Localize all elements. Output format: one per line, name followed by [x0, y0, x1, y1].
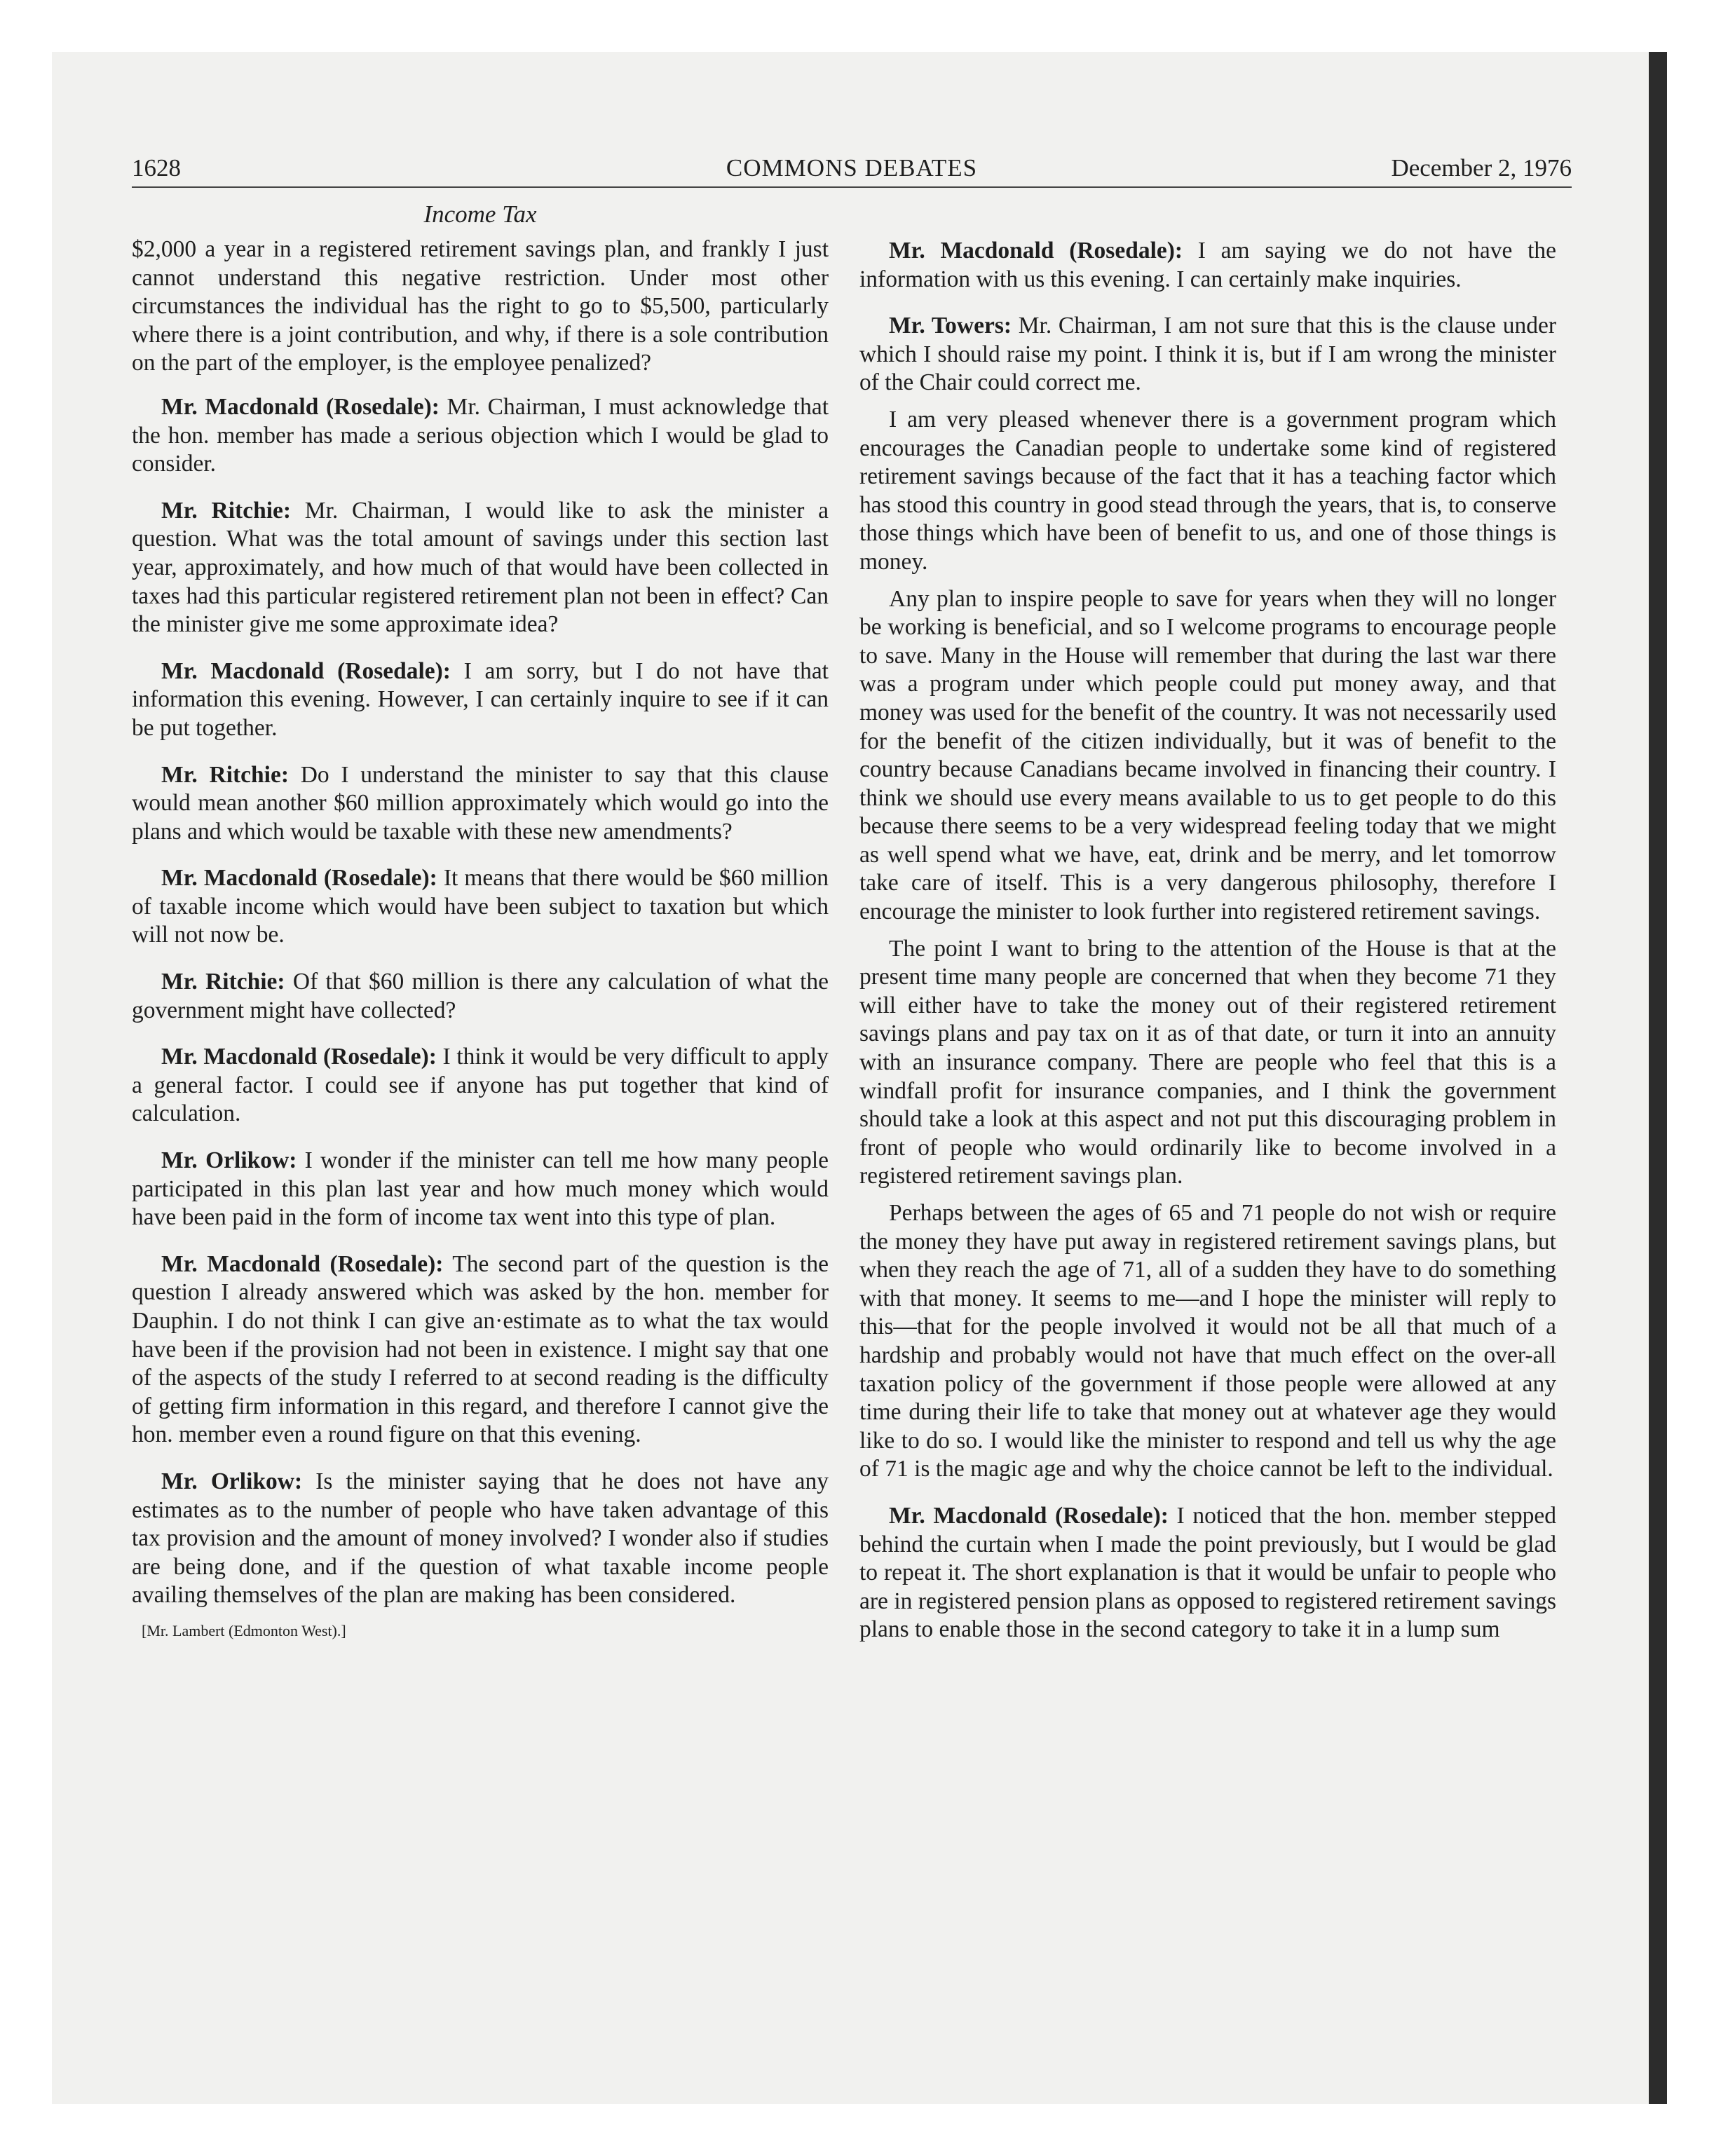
paragraph	[859, 935, 1556, 1191]
paragraph-text: The point I want to bring to the attention of the House is that at the present time many people are concerned that when they become 71 they will either have to take the money out of their registered retirement savings plans and pay tax on it as of that date, or turn it into an annuity with an insurance company. There are people who feel that this is a windfall profit for insurance companies, and I think the government should take a look at this aspect and not put this discouraging problem in front of people who would ordinarily like to become involved in a registered retirement savings plan.	[859, 935, 1556, 1189]
right-column	[859, 237, 1556, 1663]
page-number: 1628	[132, 154, 181, 182]
speaker-name: Mr. Macdonald (Rosedale):	[161, 865, 437, 892]
speaker-name: Mr. Ritchie:	[161, 497, 292, 524]
speech-text: Mr. Chairman, I must acknowledge that the hon. member has made a serious objection which I would be glad to consider.	[132, 393, 829, 477]
scan-edge-bar	[1649, 52, 1667, 2104]
speech-text: Mr. Chairman, I am not sure that this is the clause under which I should raise my point. I think it is, but if I am wrong the minister of the Chair could correct me.	[859, 313, 1556, 396]
speech-text: I am sorry, but I do not have that information this evening. However, I can certainly inquire to see if it can be put together.	[132, 657, 829, 741]
speech-paragraph	[132, 1250, 829, 1449]
speech-text: I wonder if the minister can tell me how many people participated in this plan last year and how much money which would have been paid in the form of income tax went into this type of plan.	[132, 1147, 829, 1231]
running-header	[132, 150, 1572, 188]
speech-paragraph	[132, 1043, 829, 1128]
speech-text: Is the minister saying that he does not have any estimates as to the number of people who have taken advantage of this tax provision and the amount of money involved? I wonder also if studies are being done, and if the question of what taxable income people availing themselves of the plan are making has been considered.	[132, 1468, 829, 1609]
speech-text: It means that there would be $60 million of taxable income which would have been subject to taxation but which will not now be.	[132, 865, 829, 948]
speaker-name: Mr. Ritchie:	[161, 969, 285, 995]
speech-text: Do I understand the minister to say that this clause would mean another $60 million approximately which would go into the plans and which would be taxable with these new amendments?	[132, 761, 829, 845]
speech-paragraph	[132, 1147, 829, 1232]
publication-title: COMMONS DEBATES	[726, 154, 978, 182]
paragraph-text: Perhaps between the ages of 65 and 71 people do not wish or require the money they have put away in registered retirement savings plans, but when they reach the age of 71, all of a sudden they have to do something with that money. It seems to me—and I hope the minister will reply to this—that for the people involved it would not be all that much of a hardship and probably would not have that much effect on the over-all taxation policy of the government if those people were allowed at any time during their life to take that money out at whatever age they would like to do so. I would like the minister to respond and tell us why the age of 71 is the magic age and why the choice cannot be left to the individual.	[859, 1200, 1556, 1482]
speech-paragraph	[132, 497, 829, 639]
speaker-name: Mr. Ritchie:	[161, 761, 289, 788]
speaker-name: Mr. Macdonald (Rosedale):	[161, 1044, 437, 1070]
left-column	[132, 200, 829, 1641]
speaker-name: Mr. Towers:	[889, 313, 1012, 339]
paragraph	[859, 1199, 1556, 1484]
section-title: Income Tax	[423, 200, 537, 228]
speaker-name: Mr. Macdonald (Rosedale):	[889, 1502, 1169, 1529]
speech-text: Of that $60 million is there any calculation of what the government might have collected?	[132, 969, 829, 1023]
paragraph	[132, 236, 829, 378]
paragraph	[859, 585, 1556, 927]
speaker-name: Mr. Orlikow:	[161, 1468, 303, 1494]
speech-text: Mr. Chairman, I would like to ask the minister a question. What was the total amount of savings under this section last year, approximately, and how much of that would have been collected in taxes had this particular registered retirement plan not been in effect? Can the minister give me some approximate idea?	[132, 497, 829, 638]
speech-text: I am saying we do not have the information with us this evening. I can certainly make inquiries.	[859, 238, 1556, 292]
speaker-name: Mr. Macdonald (Rosedale):	[161, 657, 451, 684]
speech-paragraph	[859, 312, 1556, 397]
speech-text: I noticed that the hon. member stepped behind the curtain when I made the point previously, but I would be glad to repeat it. The short explanation is that it would be unfair to people who are in registered pension plans as opposed to registered retirement savings plans to enable those in the second category to take it in a lump sum	[859, 1502, 1556, 1643]
speaker-name: Mr. Macdonald (Rosedale):	[161, 393, 440, 420]
speaker-name: Mr. Macdonald (Rosedale):	[889, 238, 1183, 264]
speech-paragraph	[132, 864, 829, 950]
speech-paragraph	[859, 237, 1556, 294]
speech-text: I think it would be very difficult to apply a general factor. I could see if anyone has put together that kind of calculation.	[132, 1044, 829, 1127]
speech-paragraph	[859, 1502, 1556, 1644]
publication-date: December 2, 1976	[1391, 154, 1572, 182]
paragraph-text: I am very pleased whenever there is a government program which encourages the Canadian people to undertake some kind of registered retirement savings because of the fact that it has a teaching factor which has stood this country in good stead through the years, that is, to conserve those things which have been of benefit to us, and one of those things is money.	[859, 406, 1556, 575]
speech-paragraph	[132, 968, 829, 1025]
speaker-name: Mr. Macdonald (Rosedale):	[161, 1250, 444, 1277]
paragraph-text: Any plan to inspire people to save for years when they will no longer be working is beneficial, and so I welcome programs to encourage people to save. Many in the House will remember that during the last war there was a program under which people could put money away, and that money was used for the benefit of the country. It was not necessarily used for the benefit of the citizen individually, but it was of benefit to the country because Canadians became involved in financing their country. I think we should use every means available to us to get people to do this because there seems to be a very widespread feeling today that we might as well spend what we have, eat, drink and be merry, and let tomorrow take care of itself. This is a very dangerous philosophy, therefore I encourage the minister to look further into registered retirement savings.	[859, 585, 1556, 925]
speech-paragraph	[132, 761, 829, 847]
speech-paragraph	[132, 1468, 829, 1610]
speech-text: The second part of the question is the question I already answered which was asked by the hon. member for Dauphin. I do not think I can give an·estimate as to what the tax would have been if the provision had not been in existence. I might say that one of the aspects of the study I referred to at second reading is the difficulty of getting firm information in this regard, and therefore I cannot give the hon. member even a round figure on that this evening.	[132, 1250, 829, 1448]
paragraph-text: $2,000 a year in a registered retirement savings plan, and frankly I just cannot understand this negative restriction. Under most other circumstances the individual has the right to go to $5,500, particularly where there is a joint contribution, and why, if there is a sole contribution on the part of the employer, is the employee penalized?	[132, 236, 829, 376]
speech-paragraph	[132, 393, 829, 479]
speaker-footnote: [Mr. Lambert (Edmonton West).]	[142, 1621, 346, 1639]
speaker-name: Mr. Orlikow:	[161, 1147, 297, 1174]
speech-paragraph	[132, 657, 829, 743]
paragraph	[859, 406, 1556, 577]
